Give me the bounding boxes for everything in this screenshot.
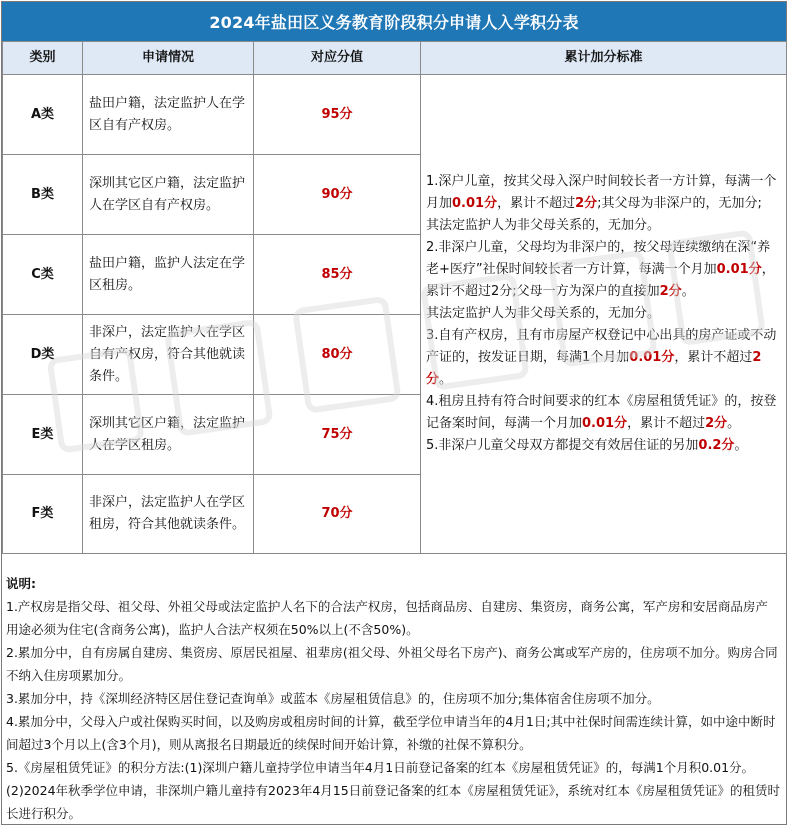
- notes-label: 说明:: [6, 576, 36, 591]
- note-2: 2.累加分中，自有房属自建房、集资房、原居民祖屋、祖辈房(祖父母、外祖父母名下房产)、商务公寓或军产房的，住房项不加分。购房合同不纳入住房项累加分。: [6, 645, 778, 683]
- rule-2: 2.非深户儿童，父母均为非深户的，按父母连续缴纳在深“养老+医疗”社保时间较长者一方计算，每满一个月加0.01分，累计不超过2分;父母一方为深户的直接加2分。: [426, 240, 775, 299]
- category-cell: F类: [3, 475, 83, 554]
- note-5: 5.《房屋租赁凭证》的积分方法:(1)深圳户籍儿童持学位申请当年4月1日前登记备案的红本《房屋租赁凭证》的，每满1个月积0.01分。: [6, 760, 755, 775]
- category-cell: A类: [3, 75, 83, 155]
- score-cell: 70分: [254, 475, 421, 554]
- score-cell: 85分: [254, 235, 421, 315]
- note-1: 1.产权房是指父母、祖父母、外祖父母或法定监护人名下的合法产权房，包括商品房、自建房、集资房，商务公寓，军产房和安居商品房产用途必须为住宅(含商务公寓)，监护人合法产权须在50%以上(不含50%)。: [6, 599, 768, 637]
- condition-cell: 盐田户籍，监护人法定在学区租房。: [83, 235, 254, 315]
- score-cell: 75分: [254, 395, 421, 475]
- category-cell: C类: [3, 235, 83, 315]
- rule-2-note: 其法定监护人为非父母关系的，无加分。: [426, 306, 661, 321]
- rule-5: 5.非深户儿童父母双方都提交有效居住证的另加0.2分。: [426, 438, 748, 453]
- score-cell: 80分: [254, 315, 421, 395]
- note-6: (2)2024年秋季学位申请，非深圳户籍儿童持有2023年4月15日前登记备案的红本《房屋租赁凭证》，系统对红本《房屋租赁凭证》的租赁时长进行积分。: [6, 783, 780, 821]
- header-condition: 申请情况: [83, 42, 254, 75]
- header-score: 对应分值: [254, 42, 421, 75]
- category-cell: B类: [3, 155, 83, 235]
- header-row: [3, 42, 787, 75]
- rule-1: 1.深户儿童，按其父母入深户时间较长者一方计算，每满一个月加0.01分，累计不超过2分;其父母为非深户的，无加分;: [426, 174, 777, 211]
- score-cell: 90分: [254, 155, 421, 235]
- rules-content: [426, 171, 780, 457]
- note-3: 3.累加分中，持《深圳经济特区居住登记查询单》或蓝本《房屋租赁信息》的，住房项不加分;集体宿舍住房项不加分。: [6, 691, 660, 706]
- notes-section: [2, 553, 786, 824]
- score-table: [2, 41, 787, 554]
- header-category: 类别: [3, 42, 83, 75]
- condition-cell: 深圳其它区户籍，法定监护人在学区租房。: [83, 395, 254, 475]
- rule-1-note: 其法定监护人为非父母关系的，无加分。: [426, 218, 661, 233]
- score-cell: 95分: [254, 75, 421, 155]
- table-row: [3, 75, 787, 155]
- condition-cell: 深圳其它区户籍，法定监护人在学区自有产权房。: [83, 155, 254, 235]
- condition-cell: 非深户，法定监护人在学区自有产权房，符合其他就读条件。: [83, 315, 254, 395]
- rule-3: 3.自有产权房，且有市房屋产权登记中心出具的房产证或不动产证的，按发证日期，每满1个月加0.01分，累计不超过2分。: [426, 328, 777, 387]
- score-table-sheet: [1, 1, 787, 825]
- category-cell: E类: [3, 395, 83, 475]
- condition-cell: 非深户，法定监护人在学区租房，符合其他就读条件。: [83, 475, 254, 554]
- header-rules: 累计加分标准: [421, 42, 787, 75]
- category-cell: D类: [3, 315, 83, 395]
- rule-4: 4.租房且持有符合时间要求的红本《房屋租赁凭证》的，按登记备案时间，每满一个月加0.01分，累计不超过2分。: [426, 394, 777, 431]
- note-4: 4.累加分中，父母入户或社保购买时间，以及购房或租房时间的计算，截至学位申请当年的4月1日;其中社保时间需连续计算，如中途中断时间超过3个月以上(含3个月)，则从离报名日期最近的续保时间开始计算，补缴的社保不算积分。: [6, 714, 776, 752]
- rules-cell: [421, 75, 787, 554]
- table-title: 2024年盐田区义务教育阶段积分申请人入学积分表: [2, 2, 786, 41]
- condition-cell: 盐田户籍，法定监护人在学区自有产权房。: [83, 75, 254, 155]
